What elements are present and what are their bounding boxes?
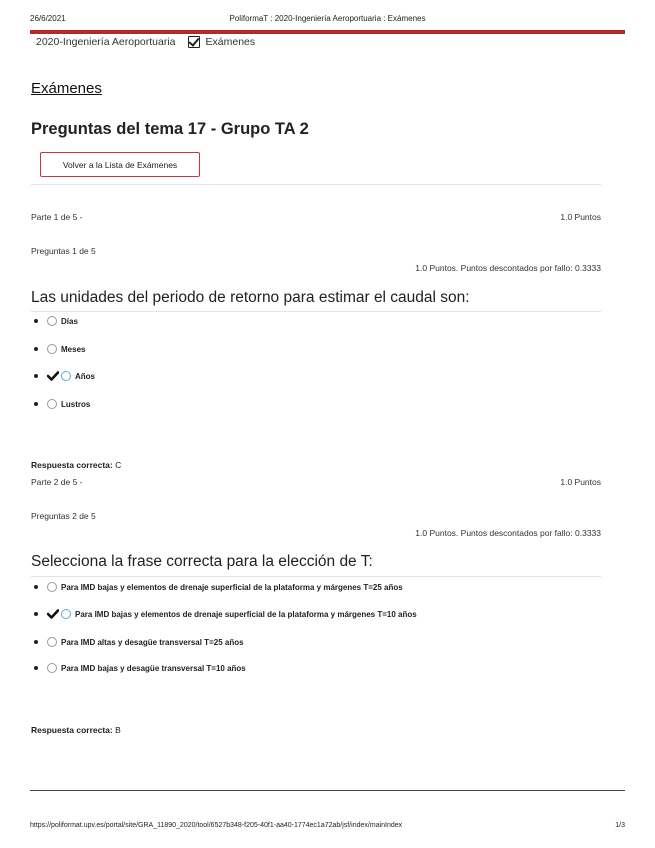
radio-icon[interactable] [47, 663, 57, 673]
radio-icon[interactable] [47, 316, 57, 326]
radio-icon[interactable] [47, 582, 57, 592]
print-header [30, 14, 625, 26]
radio-icon[interactable] [47, 399, 57, 409]
part-label: Parte 1 de 5 - [31, 212, 83, 222]
correct-answer [31, 725, 121, 735]
option-label: Días [61, 316, 78, 326]
print-title: PoliformaT : 2020-Ingeniería Aeroportuaria : Exámenes [229, 14, 426, 23]
print-footer [30, 822, 625, 829]
answer-option[interactable] [31, 316, 78, 326]
part-points: 1.0 Puntos [560, 477, 601, 487]
question-text: Las unidades del periodo de retorno para estimar el caudal son: [31, 289, 470, 306]
radio-icon[interactable] [61, 371, 71, 381]
breadcrumb-site[interactable]: 2020-Ingeniería Aeroportuaria [36, 36, 176, 48]
bullet-icon [34, 585, 38, 589]
checkmark-icon [47, 609, 59, 619]
bullet-icon [34, 640, 38, 644]
exam-title: Preguntas del tema 17 - Grupo TA 2 [31, 120, 309, 138]
bullet-icon [34, 666, 38, 670]
checkmark-icon [47, 371, 59, 381]
option-label: Meses [61, 344, 86, 354]
option-label: Para IMD bajas y elementos de drenaje superficial de la plataforma y márgenes T=10 años [75, 609, 417, 619]
answer-option[interactable] [31, 344, 85, 354]
bullet-icon [34, 402, 38, 406]
divider [31, 576, 601, 577]
breadcrumb [36, 36, 255, 48]
question-points: 1.0 Puntos. Puntos descontados por fallo: 0.3333 [415, 263, 601, 273]
divider [31, 184, 601, 185]
part-points: 1.0 Puntos [560, 212, 601, 222]
breadcrumb-tool[interactable]: Exámenes [205, 36, 256, 48]
correct-answer-value: C [115, 460, 122, 470]
radio-icon[interactable] [47, 344, 57, 354]
option-label: Para IMD bajas y elementos de drenaje superficial de la plataforma y márgenes T=25 años [61, 582, 403, 592]
footer-divider [30, 790, 625, 791]
question-counter: Preguntas 2 de 5 [31, 511, 96, 521]
radio-icon[interactable] [47, 637, 57, 647]
answer-option[interactable] [31, 637, 244, 647]
correct-answer [31, 460, 121, 470]
answer-option[interactable] [31, 663, 246, 673]
header-accent-bar [30, 30, 625, 34]
answer-option[interactable] [31, 399, 90, 409]
answer-option[interactable] [31, 582, 403, 592]
page-number: 1/3 [615, 822, 625, 829]
divider [31, 311, 601, 312]
answer-option[interactable] [31, 609, 417, 619]
print-url: https://poliformat.upv.es/portal/site/GRA_11890_2020/tool/6527b348-f205-40f1-aa40-1774ec1a72ab/jsf/index/mainIndex [30, 822, 403, 829]
part-label: Parte 2 de 5 - [31, 477, 83, 487]
bullet-icon [34, 374, 38, 378]
radio-icon[interactable] [61, 609, 71, 619]
question-text: Selecciona la frase correcta para la elección de T: [31, 553, 373, 570]
option-label: Para IMD bajas y desagüe transversal T=10 años [61, 663, 246, 673]
option-label: Lustros [61, 399, 91, 409]
correct-answer-label: Respuesta correcta: [31, 725, 113, 735]
question-points: 1.0 Puntos. Puntos descontados por fallo: 0.3333 [415, 528, 601, 538]
section-title[interactable]: Exámenes [31, 80, 102, 97]
print-date: 26/6/2021 [30, 14, 66, 23]
checkbox-checked-icon [188, 36, 200, 48]
option-label: Años [75, 371, 95, 381]
question-counter: Preguntas 1 de 5 [31, 246, 96, 256]
answer-option[interactable] [31, 371, 95, 381]
correct-answer-value: B [115, 725, 121, 735]
back-to-exam-list-button[interactable]: Volver a la Lista de Exámenes [40, 152, 200, 177]
bullet-icon [34, 319, 38, 323]
bullet-icon [34, 347, 38, 351]
correct-answer-label: Respuesta correcta: [31, 460, 113, 470]
option-label: Para IMD altas y desagüe transversal T=25 años [61, 637, 244, 647]
bullet-icon [34, 612, 38, 616]
